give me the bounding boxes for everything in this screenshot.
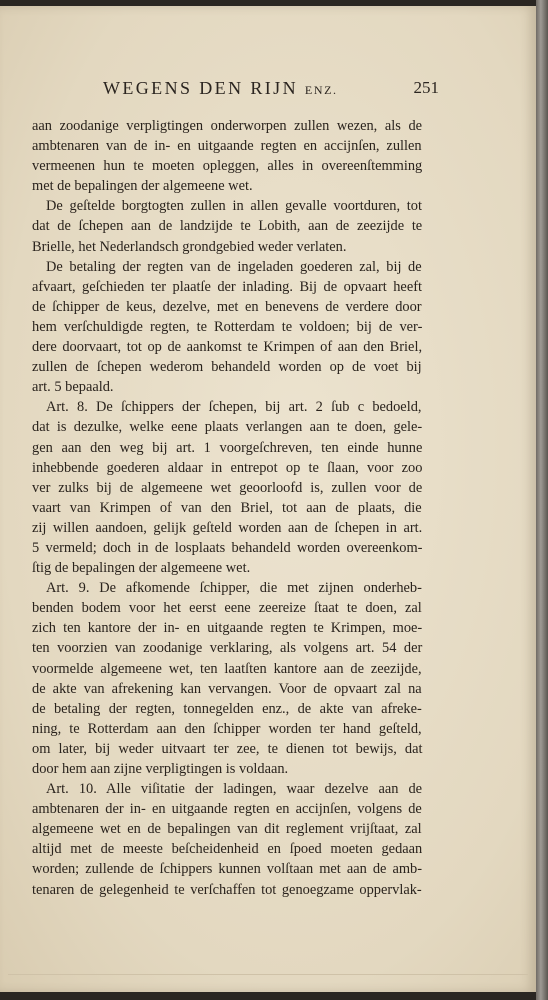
text-line: vermeenen hun te moeten opleggen, alles in overeenſtemming xyxy=(32,158,423,175)
running-head-suffix: ENZ. xyxy=(304,83,338,97)
text-line: ten voorzien van zoodanige verklaring, als volgens art. 54 der xyxy=(32,640,423,657)
running-head-title: WEGENS DEN RIJN xyxy=(103,78,298,98)
page-bottom-rule xyxy=(8,974,528,975)
text-line: de ſchipper de keus, dezelve, met en benevens de verdere door xyxy=(32,298,422,315)
text-line: Art. 8. De ſchippers der ſchepen, bij art. 2 ſub c bedoeld, xyxy=(46,399,422,416)
text-line: met de bepalingen der algemeene wet. xyxy=(32,178,253,195)
text-line: Art. 10. Alle viſitatie der ladingen, waar dezelve aan de xyxy=(46,781,423,798)
text-line: tenaren de gelegenheid te verſchaffen tot genoegzame oppervlak- xyxy=(32,881,422,898)
text-line: aan zoodanige verpligtingen onderworpen zullen wezen, als de xyxy=(32,118,423,134)
text-line: zullen de ſchepen wederom behandeld worden op de voet bij xyxy=(32,359,422,376)
text-line: om later, bij weder uitvaart ter zee, te dienen tot bewijs, dat xyxy=(32,740,423,757)
page-header xyxy=(103,78,439,102)
text-line: de betaling der regten, tonnegelden enz., de akte van afreke- xyxy=(32,700,422,717)
running-head xyxy=(103,78,338,99)
text-line: 5 vermeld; doch in de losplaats behandeld worden overeenkom- xyxy=(32,539,423,556)
text-line: hem verſchuldigde regten, te Rotterdam te voldoen; bij de ver- xyxy=(32,318,423,335)
body-text xyxy=(32,116,422,900)
text-line: voormelde algemeene wet, ten laatſten kantore aan de zeezijde, xyxy=(32,660,422,677)
text-line: De betaling der regten van de ingeladen goederen zal, bij de xyxy=(46,258,422,275)
text-line: zij willen aandoen, gelijk geſteld worden aan de ſchepen in art. xyxy=(32,519,423,536)
text-line: dere doorvaart, tot op de aankomst te Krimpen of aan den Briel, xyxy=(32,339,423,356)
text-line: dat is dezulke, welke eene plaats verlangen aan te doen, gele- xyxy=(32,419,423,436)
text-line: worden; zullende de ſchippers kunnen volſtaan met aan de amb- xyxy=(32,861,423,878)
text-line: gen aan den weg bij art. 1 voorgeſchreven, ten einde hunne xyxy=(32,439,423,456)
text-line: Brielle, het Nederlandsch grondgebied weder verlaten. xyxy=(32,238,347,255)
text-line: ver zulks bij de algemeene wet geoorloofd is, zullen voor de xyxy=(32,479,423,496)
text-line: De geſtelde borgtogten zullen in allen gevalle voortduren, tot xyxy=(46,198,422,215)
text-line: ſtig de bepalingen der algemeene wet. xyxy=(32,560,251,577)
page-number: 251 xyxy=(413,78,439,97)
text-line: altijd met de meeste beſcheidenheid en ſpoed moeten gedaan xyxy=(32,841,423,858)
book-spine-edge xyxy=(536,0,548,1000)
text-line: ambtenaren van de in- en uitgaande regten en accijnſen, zullen xyxy=(32,138,422,155)
text-line: door hem aan zijne verpligtingen is voldaan. xyxy=(32,761,289,777)
text-line: algemeene wet en de bepalingen van dit reglement vrijſtaat, zal xyxy=(32,821,422,838)
text-line: zich ten kantore der in- en uitgaande regten te Krimpen, moe- xyxy=(32,620,423,637)
text-line: ambtenaren der in- en uitgaande regten en accijnſen, volgens de xyxy=(32,801,422,818)
text-line: Art. 9. De afkomende ſchipper, die met zijnen onderheb- xyxy=(46,580,422,597)
text-line: de akte van afrekening kan vervangen. Voor de opvaart zal na xyxy=(32,680,422,697)
text-line: benden bodem voor het eerst eene zeereize ſtaat te doen, zal xyxy=(32,600,422,617)
text-line: vaart van Krimpen of van den Briel, tot aan de plaats, die xyxy=(32,499,422,516)
book-page xyxy=(0,6,536,992)
text-line: afvaart, geſchieden ter plaatſe der inlading. Bij de opvaart heeft xyxy=(32,278,422,295)
text-line: art. 5 bepaald. xyxy=(32,379,114,396)
text-line: ning, te Rotterdam aan den ſchipper worden ter hand geſteld, xyxy=(32,720,422,737)
text-line: inhebbende goederen aldaar in entrepot op te ſlaan, voor zoo xyxy=(32,459,423,476)
text-line: dat de ſchepen aan de landzijde te Lobith, aan de zeezijde te xyxy=(32,218,423,235)
